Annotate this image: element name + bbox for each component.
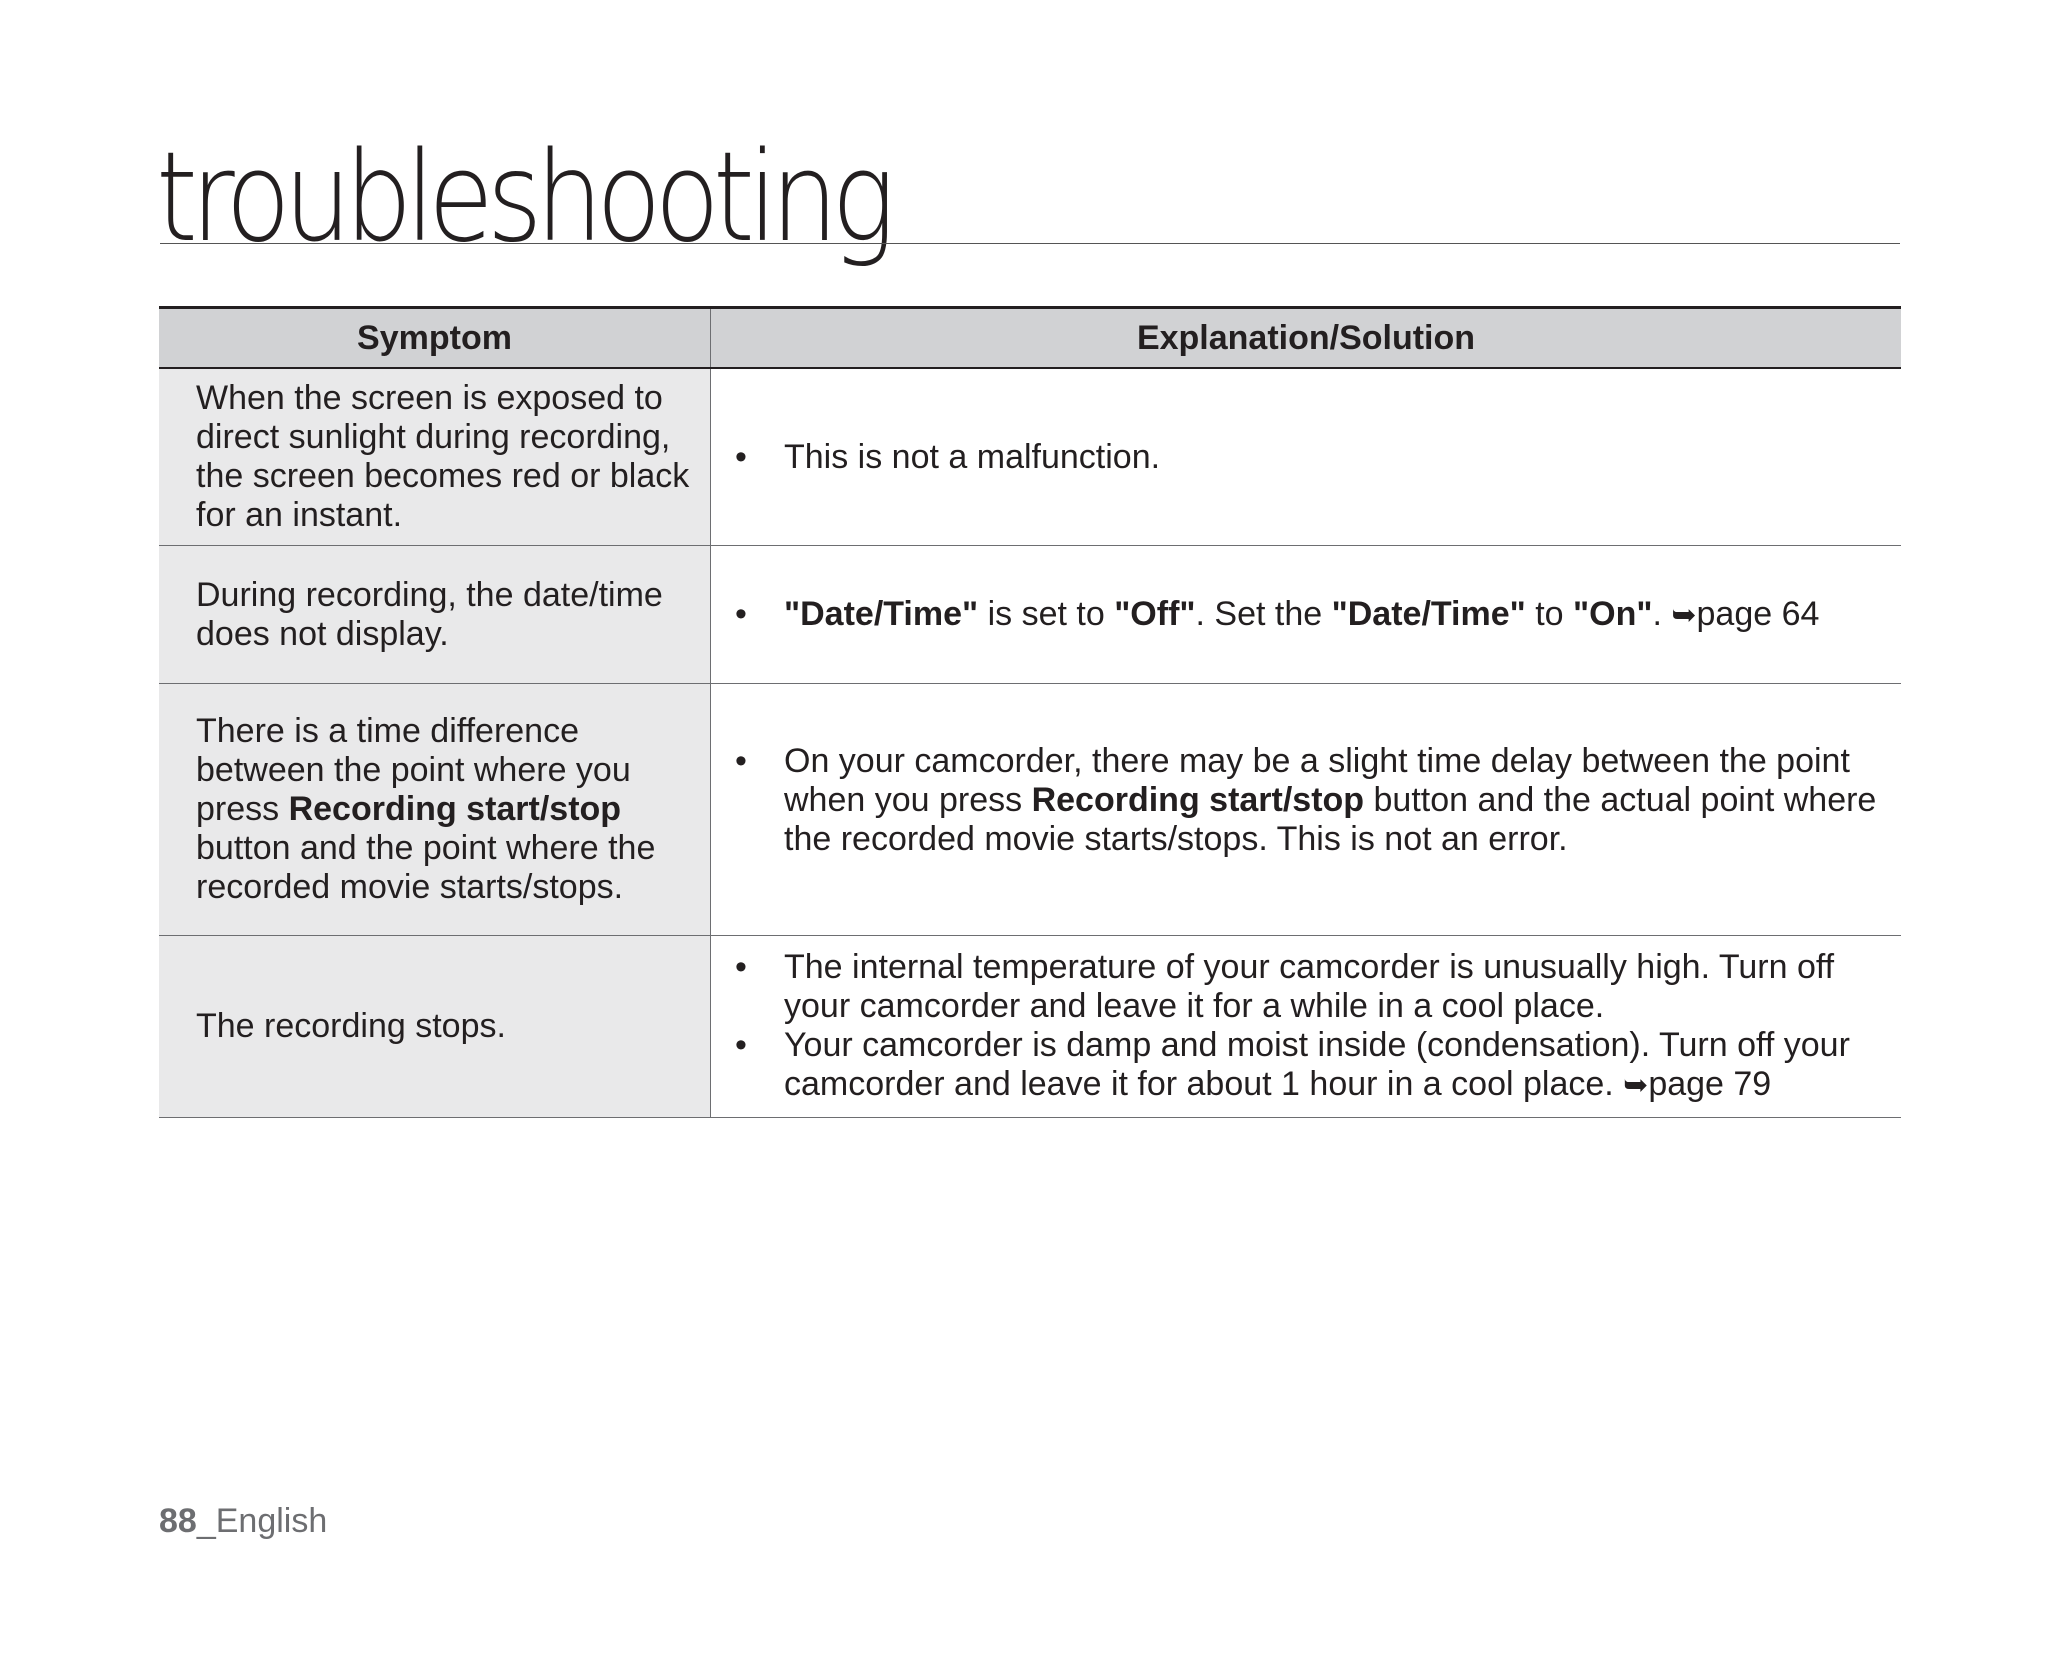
setting-value: "Off" [1114,594,1196,633]
solution-cell [711,684,1902,936]
symptom-text: button and the point where the recorded movie starts/stops. [196,829,656,906]
page-footer [159,1502,327,1541]
page-reference: page 79 [1648,1065,1772,1103]
bullet-icon: • [735,437,747,476]
symptom-text: During recording, the date/time does not display. [196,575,663,653]
title-rule [160,243,1900,244]
symptom-cell [159,368,711,546]
page-number: 88 [159,1502,197,1540]
solution-text: is set to [978,594,1115,633]
setting-name: "Date/Time" [784,594,979,633]
troubleshooting-table [159,306,1901,1118]
solution-item [723,742,1883,859]
bullet-icon: • [735,594,747,633]
solution-item [723,438,1883,477]
solution-text: button and the actual point where the recorded movie starts/stops. This is not an error. [784,781,1877,858]
solution-text: The internal temperature of your camcorder is unusually high. Turn off your camcorder and leave it for a while in a cool place. [784,948,1835,1025]
solution-text: Your camcorder is damp and moist inside (condensation). Turn off your camcorder and leave it for about 1 hour in a cool place. [784,1026,1850,1103]
solution-item [723,948,1883,1026]
solution-item [723,595,1883,635]
table-row [159,546,1901,684]
setting-value: "On" [1573,594,1653,633]
button-name: Recording start/stop [288,790,622,828]
solution-cell [711,368,1902,546]
solution-text: . [1652,594,1672,633]
bullet-icon: • [735,948,747,986]
table-row [159,684,1901,936]
page-reference-arrow-icon: ➥ [1623,1069,1649,1102]
table-row [159,368,1901,546]
bullet-icon: • [735,1026,747,1064]
solution-text: to [1525,594,1573,633]
page-title: troubleshooting [156,126,889,270]
symptom-text: There is a time difference between the point where you press [196,712,631,828]
symptom-text: The recording stops. [196,1007,506,1045]
solution-cell [711,546,1902,684]
symptom-cell [159,936,711,1118]
solution-item [723,1026,1883,1105]
solution-cell [711,936,1902,1118]
header-solution: Explanation/Solution [711,308,1902,369]
symptom-cell [159,546,711,684]
bullet-icon: • [735,742,747,780]
symptom-cell [159,684,711,936]
solution-text: This is not a malfunction. [784,437,1161,476]
setting-name: "Date/Time" [1331,594,1526,633]
table-row [159,936,1901,1118]
solution-text: . Set the [1195,594,1332,633]
button-name: Recording start/stop [1031,781,1365,819]
solution-text: On your camcorder, there may be a slight time delay between the point when you press [784,742,1850,819]
page-reference-arrow-icon: ➥ [1671,598,1697,632]
symptom-text: When the screen is exposed to direct sunlight during recording, the screen becomes red or black for an instant. [196,379,690,534]
page-reference: page 64 [1696,594,1820,633]
table-header-row [159,308,1901,369]
footer-language: _English [196,1502,328,1540]
header-symptom: Symptom [159,308,711,369]
